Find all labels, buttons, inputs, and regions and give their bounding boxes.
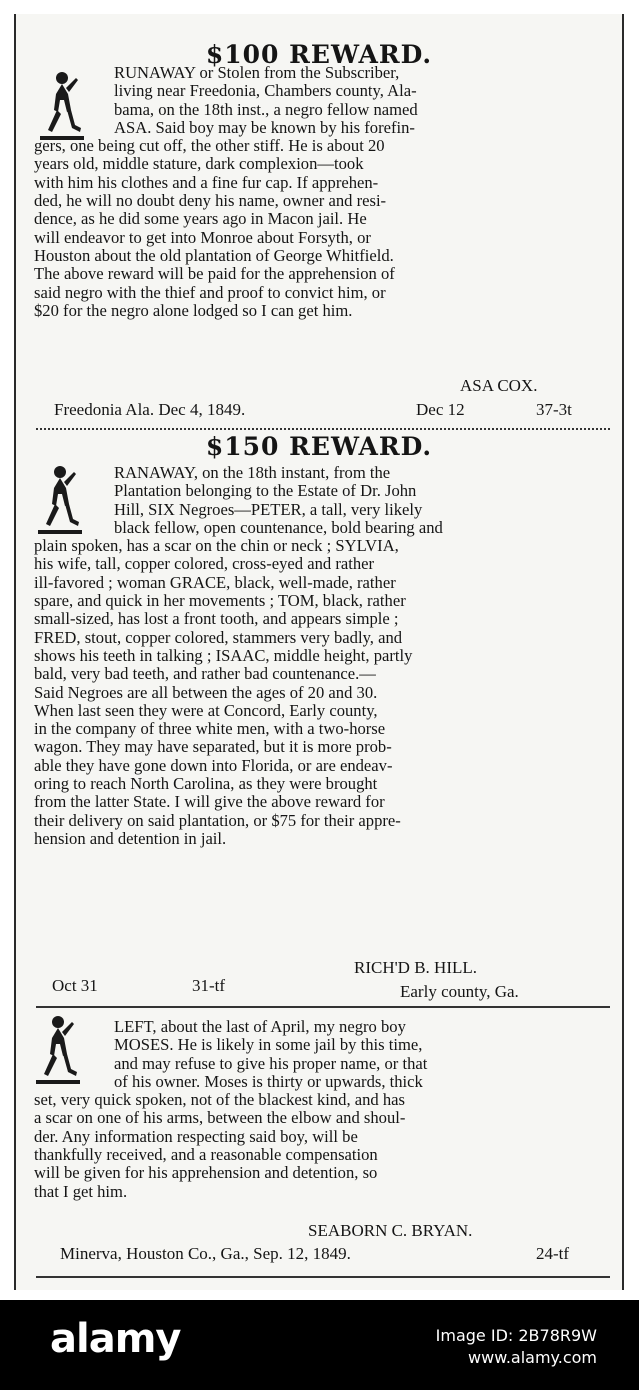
ad2-line: ill-favored ; woman GRACE, black, well-made, rather — [34, 573, 396, 592]
ad2-line: his wife, tall, copper colored, cross-eyed and rather — [34, 555, 375, 574]
newspaper-clipping — [14, 14, 624, 1290]
ad2-body — [34, 464, 610, 848]
ad1-line: RUNAWAY or Stolen from the Subscriber, — [114, 64, 400, 82]
ad2-headline: $150 REWARD. — [205, 432, 433, 461]
ad3-line: of his owner. Moses is thirty or upwards, thick — [114, 1072, 423, 1091]
ad2-line: Plantation belonging to the Estate of Dr. John — [114, 482, 417, 501]
ad2-line: wagon. They may have separated, but it is more prob- — [34, 738, 392, 757]
ad1-line: $20 for the negro alone lodged so I can get him. — [34, 301, 353, 320]
ad2-line: spare, and quick in her movements ; TOM, black, rather — [34, 592, 406, 611]
ad1-line: ASA. Said boy may be known by his forefin- — [114, 118, 415, 137]
ad1-line: ded, he will no doubt deny his name, owner and resi- — [34, 192, 387, 211]
ad1-line: Houston about the old plantation of George Whitfield. — [34, 246, 394, 265]
ad3-body — [34, 1018, 610, 1201]
ad2-line: FRED, stout, copper colored, stammers very badly, and — [34, 628, 403, 647]
alamy-logo: alamy — [50, 1316, 181, 1362]
ad1-line: dence, as he did some years ago in Macon jail. He — [34, 210, 367, 229]
ad3-line: thankfully received, and a reasonable compensation — [34, 1146, 378, 1165]
ad2-line: RANAWAY, on the 18th instant, from the — [114, 464, 391, 482]
ad2-line: plain spoken, has a scar on the chin or neck ; SYLVIA, — [34, 537, 399, 556]
ad2-line: from the latter State. I will give the above reward for — [34, 793, 385, 812]
ad1-footer-place: Freedonia Ala. Dec 4, 1849. — [54, 400, 246, 419]
ad2-footer-code: 31-tf — [192, 976, 226, 995]
ad1-line: said negro with the thief and proof to convict him, or — [34, 283, 386, 302]
ad2-line: small-sized, has lost a front tooth, and appears simple ; — [34, 610, 399, 629]
divider — [36, 1276, 610, 1278]
ad1-line: years old, middle stature, dark complexion—took — [34, 155, 364, 174]
ad2-footer-date: Oct 31 — [52, 976, 98, 995]
ad1-line: living near Freedonia, Chambers county, Ala- — [114, 82, 417, 101]
site-url: www.alamy.com — [468, 1348, 597, 1367]
ad1-headline: $100 REWARD. — [205, 40, 433, 69]
divider — [36, 1006, 610, 1008]
ad1-signature: ASA COX. — [460, 376, 538, 395]
ad1-line: The above reward will be paid for the apprehension of — [34, 265, 395, 284]
ad2-line: bald, very bad teeth, and rather bad countenance.— — [34, 665, 376, 684]
ad3-line: a scar on one of his arms, between the elbow and shoul- — [34, 1109, 406, 1128]
image-id-label: Image ID: 2B78R9W — [435, 1326, 597, 1345]
ad3-line: MOSES. He is likely in some jail by this time, — [114, 1036, 423, 1055]
ad3-line: will be given for his apprehension and detention, so — [34, 1164, 378, 1183]
ad2-line: their delivery on said plantation, or $75 for their appre- — [34, 811, 401, 830]
ad2-line: Said Negroes are all between the ages of 20 and 30. — [34, 683, 378, 702]
ad2-signature: RICH'D B. HILL. — [354, 958, 478, 977]
ad2-line: shows his teeth in talking ; ISAAC, middle height, partly — [34, 646, 413, 665]
ad2-line: hension and detention in jail. — [34, 829, 227, 848]
ad3-signature: SEABORN C. BRYAN. — [308, 1221, 473, 1240]
ad2-footer-place: Early county, Ga. — [400, 982, 519, 1001]
ad1-line: bama, on the 18th inst., a negro fellow named — [114, 100, 418, 119]
ad2-line: able they have gone down into Florida, or are endeav- — [34, 756, 393, 775]
ad3-line: and may refuse to give his proper name, or that — [114, 1054, 428, 1073]
ad1-body — [34, 64, 610, 320]
divider — [36, 428, 610, 430]
ad1-footer-date: Dec 12 — [416, 400, 465, 419]
ad2-line: in the company of three white men, with a two-horse — [34, 720, 386, 739]
ad2-line: When last seen they were at Concord, Early county, — [34, 701, 378, 720]
ad1-footer-code: 37-3t — [536, 400, 572, 419]
ad3-line: der. Any information respecting said boy, will be — [34, 1127, 358, 1146]
ad2-line: black fellow, open countenance, bold bearing and — [114, 518, 443, 537]
ad2-line: oring to reach North Carolina, as they were brought — [34, 775, 378, 794]
ad1-line: gers, one being cut off, the other stiff. He is about 20 — [34, 137, 385, 156]
ad3-line: that I get him. — [34, 1182, 128, 1201]
ad3-line: set, very quick spoken, not of the blackest kind, and has — [34, 1091, 405, 1110]
ad1-line: with him his clothes and a fine fur cap. If apprehen- — [34, 173, 379, 192]
ad3-line: LEFT, about the last of April, my negro boy — [114, 1018, 406, 1036]
ad2-line: Hill, SIX Negroes—PETER, a tall, very likely — [114, 500, 423, 519]
ad3-footer-place: Minerva, Houston Co., Ga., Sep. 12, 1849. — [60, 1244, 351, 1263]
ad3-footer-code: 24-tf — [536, 1244, 570, 1263]
ad1-line: will endeavor to get into Monroe about Forsyth, or — [34, 228, 371, 247]
